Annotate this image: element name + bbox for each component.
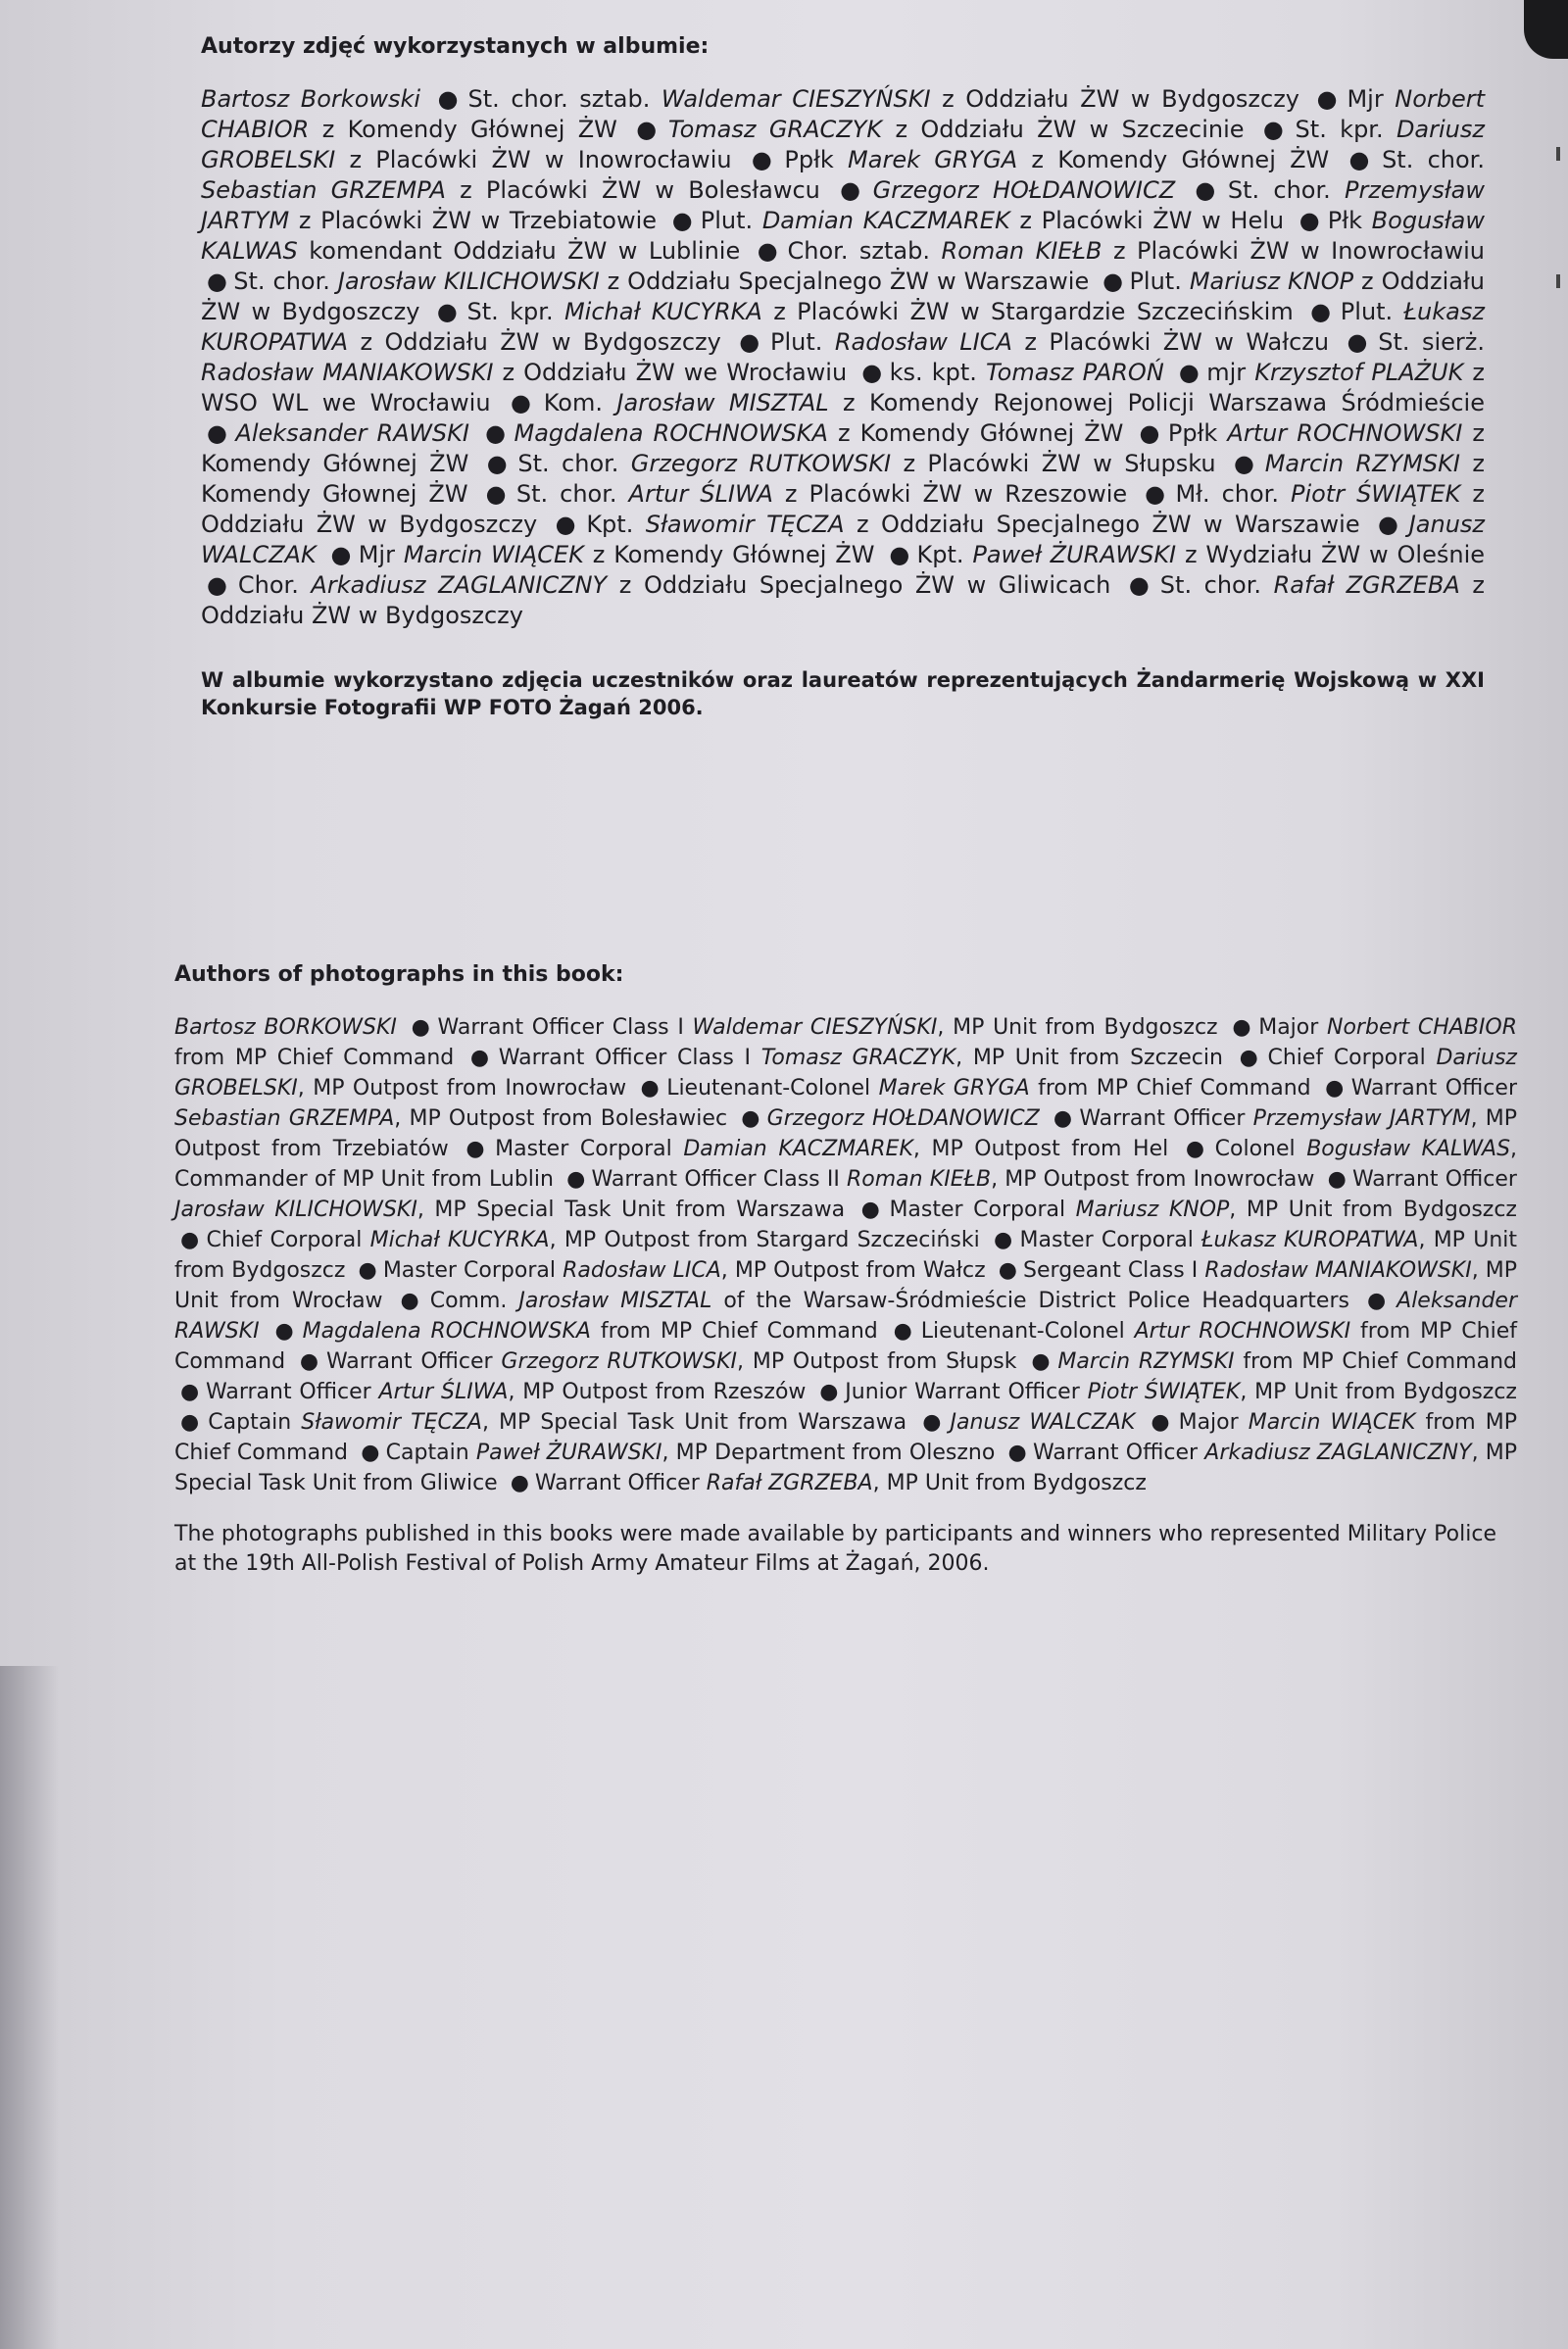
author-entry <box>535 1471 1147 1495</box>
author-rank: Ppłk <box>1167 419 1228 447</box>
bullet-separator: ● <box>1007 1441 1027 1465</box>
author-name: Sławomir TĘCZA <box>301 1410 482 1435</box>
bullet-separator: ● <box>411 1015 432 1040</box>
author-name: Bartosz Borkowski <box>201 85 421 113</box>
author-rank: Warrant Officer <box>534 1471 707 1495</box>
author-entry <box>586 511 1359 538</box>
author-name: Roman KIEŁB <box>941 237 1102 265</box>
author-rank: Junior Warrant Officer <box>845 1380 1088 1404</box>
author-name: Janusz WALCZAK <box>950 1410 1136 1435</box>
author-entry <box>238 571 1110 599</box>
author-unit: , MP Outpost from Słupsk <box>737 1349 1017 1374</box>
author-unit: , MP Unit from Bydgoszcz <box>1240 1380 1517 1404</box>
bullet-separator: ● <box>861 359 884 386</box>
bullet-separator: ● <box>1348 146 1377 173</box>
author-rank: Warrant Officer <box>206 1380 379 1404</box>
author-unit: z Komendy Głównej ŻW <box>827 419 1124 447</box>
author-name: Janusz WALCZAK <box>201 511 1486 568</box>
author-name: Norbert CHABIOR <box>201 85 1486 143</box>
author-rank: Colonel <box>1214 1137 1307 1161</box>
author-name: Radosław LICA <box>834 328 1012 356</box>
author-rank: St. chor. <box>233 268 338 295</box>
author-rank: Warrant Officer <box>325 1349 502 1374</box>
author-rank: Warrant Officer Class II <box>591 1167 847 1192</box>
author-name: Roman KIEŁB <box>847 1167 992 1192</box>
author-entry <box>206 1228 979 1252</box>
author-unit: z Placówki ŻW w Wałczu <box>1011 328 1330 356</box>
author-unit: , MP Special Task Unit from Warszawa <box>481 1410 907 1435</box>
english-author-list <box>174 1012 1517 1498</box>
author-entry <box>516 480 1127 508</box>
bullet-separator: ● <box>1325 1076 1346 1101</box>
bullet-separator: ● <box>1195 176 1222 204</box>
author-name: Jarosław KILICHOWSKI <box>337 268 600 295</box>
author-rank: Chief Corporal <box>206 1228 370 1252</box>
author-rank: Master Corporal <box>889 1198 1076 1222</box>
author-rank: Kpt. <box>916 541 973 568</box>
bullet-separator: ● <box>922 1410 945 1435</box>
author-rank: St. chor. <box>517 450 631 477</box>
author-unit: z Oddziału ŻW we Wrocławiu <box>493 359 848 386</box>
author-name: Marcin RZYMSKI <box>1264 450 1460 477</box>
author-unit: z Oddziału Specjalnego ŻW w Warszawie <box>599 268 1090 295</box>
english-heading: Authors of photographs in this book: <box>174 962 624 987</box>
author-entry <box>788 237 1486 265</box>
bullet-separator: ● <box>466 1137 490 1161</box>
bullet-separator: ● <box>893 1319 915 1344</box>
author-entry <box>233 268 1089 295</box>
bullet-separator: ● <box>1185 1137 1209 1161</box>
author-unit: z Komendy Głównej ŻW <box>583 541 875 568</box>
bullet-separator: ● <box>485 419 509 447</box>
edge-mark <box>1556 274 1560 288</box>
bullet-separator: ● <box>1232 1015 1253 1040</box>
author-name: Mariusz KNOP <box>1075 1198 1230 1222</box>
author-unit: , MP Outpost from Wałcz <box>720 1258 986 1283</box>
author-rank: Major <box>1258 1015 1328 1040</box>
bullet-separator: ● <box>207 268 228 295</box>
bullet-separator: ● <box>671 207 695 234</box>
author-unit: z Wydziału ŻW w Oleśnie <box>1176 541 1485 568</box>
author-rank: ks. kpt. <box>889 359 986 386</box>
author-rank: Master Corporal <box>1019 1228 1202 1252</box>
author-unit: , MP Outpost from Trzebiatów <box>174 1106 1517 1161</box>
edge-mark <box>1556 147 1560 161</box>
bullet-separator: ● <box>207 419 230 447</box>
bullet-separator: ● <box>566 1167 586 1192</box>
author-unit: z Placówki ŻW w Inowrocławiu <box>1102 237 1485 265</box>
author-name: Piotr ŚWIĄTEK <box>1290 480 1461 508</box>
author-rank: St. kpr. <box>1295 116 1396 143</box>
bullet-separator: ● <box>1139 419 1162 447</box>
author-rank: Master Corporal <box>495 1137 684 1161</box>
author-unit: , MP Special Task Unit from Gliwice <box>174 1441 1518 1495</box>
author-unit: , MP Special Task Unit from Warszawa <box>416 1198 846 1222</box>
author-unit: , MP Unit from Bydgoszcz <box>1229 1198 1517 1222</box>
author-entry <box>235 419 469 447</box>
author-name: Rafał ZGRZEBA <box>706 1471 873 1495</box>
author-name: Dariusz GROBELSKI <box>174 1046 1517 1101</box>
author-rank: mjr <box>1206 359 1255 386</box>
bullet-separator: ● <box>1366 1289 1392 1313</box>
bullet-separator: ● <box>1239 1046 1262 1070</box>
bullet-separator: ● <box>358 1258 377 1283</box>
author-rank: Ppłk <box>784 146 849 173</box>
author-rank: Master Corporal <box>382 1258 564 1283</box>
bullet-separator: ● <box>741 1106 761 1131</box>
author-unit: , MP Unit from Szczecin <box>956 1046 1223 1070</box>
author-name: Artur ŚLIWA <box>378 1380 509 1404</box>
author-entry <box>174 1015 397 1040</box>
bullet-separator: ● <box>1298 207 1322 234</box>
author-rank: Chor. <box>237 571 312 599</box>
author-unit: z Oddziału ŻW w Bydgoszczy <box>201 480 1485 538</box>
author-entry <box>386 1441 996 1465</box>
bullet-separator: ● <box>274 1319 297 1344</box>
author-unit: z Komendy Głównej ŻW <box>1017 146 1330 173</box>
book-corner <box>1524 0 1568 59</box>
author-entry <box>208 1410 906 1435</box>
author-name: Michał KUCYRKA <box>369 1228 550 1252</box>
author-rank: Warrant Officer Class I <box>498 1046 761 1070</box>
author-name: Marek GRYGA <box>848 146 1018 173</box>
author-entry <box>701 207 1284 234</box>
author-unit: z WSO WL we Wrocławiu <box>201 359 1485 416</box>
bullet-separator: ● <box>1102 268 1124 295</box>
bullet-separator: ● <box>1378 511 1403 538</box>
author-unit: , MP Outpost from Hel <box>912 1137 1169 1161</box>
bullet-separator: ● <box>1128 571 1154 599</box>
author-rank: Plut. <box>770 328 835 356</box>
author-rank: Lieutenant-Colonel <box>920 1319 1135 1344</box>
author-name: Waldemar CIESZYŃSKI <box>692 1015 938 1040</box>
author-rank: Captain <box>208 1410 302 1435</box>
author-entry <box>359 541 875 568</box>
author-name: Rafał ZGRZEBA <box>1273 571 1460 599</box>
author-name: Sebastian GRZEMPA <box>201 176 446 204</box>
author-unit: , MP Outpost from Inowrocław <box>991 1167 1315 1192</box>
author-unit: , MP Outpost from Rzeszów <box>508 1380 807 1404</box>
author-unit: z Placówki ŻW w Stargardzie Szczecińskim <box>761 298 1294 325</box>
author-entry <box>468 85 1299 113</box>
author-unit: , MP Unit from Bydgoszcz <box>872 1471 1147 1495</box>
author-name: Tomasz PAROŃ <box>985 359 1164 386</box>
bullet-separator: ● <box>510 1471 529 1495</box>
author-name: Sławomir TĘCZA <box>645 511 845 538</box>
bullet-separator: ● <box>1316 85 1342 113</box>
author-rank: Warrant Officer Class I <box>437 1015 693 1040</box>
author-rank: Plut. <box>700 207 762 234</box>
author-name: Radosław MANIAKOWSKI <box>1204 1258 1472 1283</box>
author-unit: z Oddziału Specjalnego ŻW w Gliwicach <box>607 571 1111 599</box>
bullet-separator: ● <box>1031 1349 1053 1374</box>
author-rank: Warrant Officer <box>1079 1106 1253 1131</box>
author-entry <box>499 1046 1223 1070</box>
author-entry <box>873 176 1176 204</box>
author-name: Jarosław KILICHOWSKI <box>174 1198 417 1222</box>
bullet-separator: ● <box>400 1289 424 1313</box>
bullet-separator: ● <box>636 116 662 143</box>
author-name: Grzegorz RUTKOWSKI <box>501 1349 738 1374</box>
author-unit: z Komendy Rejonowej Policji Warszawa Śródmieście <box>828 389 1485 416</box>
author-entry <box>592 1167 1315 1192</box>
author-entry <box>666 1076 1310 1101</box>
author-unit: z Komendy Głownej ŻW <box>201 450 1485 508</box>
author-entry <box>770 328 1329 356</box>
author-rank: Kpt. <box>586 511 646 538</box>
author-entry <box>495 1137 1168 1161</box>
author-name: Tomasz GRACZYK <box>760 1046 956 1070</box>
author-name: Magdalena ROCHNOWSKA <box>514 419 828 447</box>
bullet-separator: ● <box>180 1380 201 1404</box>
author-entry <box>326 1349 1017 1374</box>
author-name: Artur ROCHNOWSKI <box>1227 419 1463 447</box>
bullet-separator: ● <box>361 1441 380 1465</box>
author-entry <box>767 1106 1040 1131</box>
author-name: Łukasz KUROPATWA <box>201 298 1485 356</box>
author-entry <box>668 116 1245 143</box>
author-name: Marcin RZYMSKI <box>1057 1349 1235 1374</box>
author-rank: Chor. sztab. <box>787 237 942 265</box>
author-name: Paweł ŻURAWSKI <box>475 1441 662 1465</box>
author-unit: z Placówki ŻW w Helu <box>1009 207 1285 234</box>
author-rank: Sergeant Class I <box>1023 1258 1205 1283</box>
author-name: Przemysław JARTYM <box>201 176 1485 234</box>
polish-section <box>201 34 1485 721</box>
faint-show-through <box>608 813 1294 902</box>
author-unit: , Commander of MP Unit from Lublin <box>174 1137 1518 1192</box>
bullet-separator: ● <box>860 1198 884 1222</box>
author-name: Aleksander RAWSKI <box>174 1289 1518 1344</box>
author-rank: Lieutenant-Colonel <box>666 1076 879 1101</box>
author-entry <box>845 1380 1517 1404</box>
bullet-separator: ● <box>180 1410 203 1435</box>
author-unit: z Oddziału ŻW w Bydgoszczy <box>348 328 721 356</box>
author-rank: Plut. <box>1340 298 1404 325</box>
bullet-separator: ● <box>436 298 462 325</box>
english-note: The photographs published in this books were made available by participants and winners who represented Military Police at the 19th All-Polish Festival of Polish Army Amateur Films at Żagań, 2006. <box>174 1522 1496 1576</box>
author-name: Michał KUCYRKA <box>564 298 762 325</box>
author-name: Jarosław MISZTAL <box>518 1289 712 1313</box>
author-rank: Mjr <box>1347 85 1396 113</box>
author-rank: Kom. <box>543 389 617 416</box>
bullet-separator: ● <box>1310 298 1335 325</box>
author-name: Artur ŚLIWA <box>628 480 773 508</box>
bullet-separator: ● <box>1262 116 1290 143</box>
author-entry <box>303 1319 878 1344</box>
polish-author-list <box>201 84 1485 631</box>
bullet-separator: ● <box>485 480 511 508</box>
author-name: Grzegorz HOŁDANOWICZ <box>872 176 1176 204</box>
author-name: Bartosz BORKOWSKI <box>174 1015 397 1040</box>
author-unit: z Komendy Głównej ŻW <box>309 116 617 143</box>
author-entry <box>784 146 1329 173</box>
bullet-separator: ● <box>998 1258 1018 1283</box>
bullet-separator: ● <box>1145 480 1170 508</box>
bullet-separator: ● <box>751 146 779 173</box>
bullet-separator: ● <box>757 237 782 265</box>
author-name: Krzysztof PLAŻUK <box>1254 359 1464 386</box>
author-name: Grzegorz RUTKOWSKI <box>630 450 892 477</box>
author-entry <box>917 541 1486 568</box>
author-rank: Plut. <box>1129 268 1190 295</box>
bullet-separator: ● <box>1178 359 1201 386</box>
author-unit: z Oddziału Specjalnego ŻW w Warszawie <box>844 511 1360 538</box>
author-unit: , MP Outpost from Stargard Szczeciński <box>549 1228 980 1252</box>
author-entry <box>1057 1349 1517 1374</box>
author-unit: from MP Chief Command <box>1234 1349 1517 1374</box>
author-entry <box>889 1198 1517 1222</box>
author-name: Waldemar CIESZYŃSKI <box>661 85 931 113</box>
author-name: Arkadiusz ZAGLANICZNY <box>1204 1441 1472 1465</box>
author-unit: , MP Outpost from Bolesławiec <box>394 1106 728 1131</box>
author-unit: from MP Chief Command <box>174 1319 1517 1374</box>
author-name: Łukasz KUROPATWA <box>1201 1228 1419 1252</box>
bullet-separator: ● <box>889 541 911 568</box>
author-unit: z Oddziału ŻW w Bydgoszczy <box>930 85 1299 113</box>
author-rank: St. kpr. <box>466 298 564 325</box>
author-rank: St. chor. sztab. <box>467 85 662 113</box>
author-rank: St. chor. <box>1227 176 1345 204</box>
polish-heading: Autorzy zdjęć wykorzystanych w albumie: <box>201 34 710 59</box>
bullet-separator: ● <box>1053 1106 1074 1131</box>
author-entry <box>890 359 1164 386</box>
bullet-separator: ● <box>1234 450 1259 477</box>
author-rank: St. chor. <box>515 480 629 508</box>
author-entry <box>206 1380 806 1404</box>
author-unit: komendant Oddziału ŻW w Lublinie <box>297 237 741 265</box>
author-name: Marcin WIĄCEK <box>403 541 584 568</box>
author-unit: , MP Department from Oleszno <box>662 1441 996 1465</box>
author-entry <box>383 1258 986 1283</box>
author-name: Marcin WIĄCEK <box>1248 1410 1416 1435</box>
author-entry <box>544 389 1485 416</box>
author-unit: , MP Unit from Bydgoszcz <box>174 1228 1518 1283</box>
author-name: Paweł ŻURAWSKI <box>972 541 1177 568</box>
author-rank: St. chor. <box>1382 146 1485 173</box>
author-entry <box>438 1015 1218 1040</box>
author-rank: Chief Corporal <box>1267 1046 1437 1070</box>
author-entry <box>467 298 1294 325</box>
english-section <box>174 962 1517 1579</box>
author-name: Bogusław KALWAS <box>201 207 1485 265</box>
author-rank: Major <box>1178 1410 1249 1435</box>
author-name: Jarosław MISZTAL <box>616 389 829 416</box>
author-entry <box>950 1410 1135 1435</box>
author-rank: Płk <box>1327 207 1372 234</box>
author-unit: z Placówki ŻW w Słupsku <box>891 450 1216 477</box>
author-unit: z Komendy Głównej ŻW <box>201 419 1485 477</box>
bullet-separator: ● <box>840 176 867 204</box>
author-name: Tomasz GRACZYK <box>667 116 883 143</box>
author-name: Radosław LICA <box>563 1258 721 1283</box>
author-name: Radosław MANIAKOWSKI <box>201 359 494 386</box>
author-unit: from MP Chief Command <box>174 1046 455 1070</box>
bullet-separator: ● <box>739 328 764 356</box>
bullet-separator: ● <box>555 511 581 538</box>
author-rank: Warrant Officer <box>1351 1167 1517 1192</box>
author-unit: z Placówki ŻW w Bolesławcu <box>445 176 820 204</box>
bullet-separator: ● <box>180 1228 201 1252</box>
bullet-separator: ● <box>330 541 353 568</box>
author-rank: Captain <box>385 1441 476 1465</box>
author-name: Bogusław KALWAS <box>1306 1137 1511 1161</box>
bullet-separator: ● <box>1327 1167 1347 1192</box>
author-rank: Mł. chor. <box>1175 480 1291 508</box>
author-name: Damian KACZMAREK <box>761 207 1010 234</box>
bullet-separator: ● <box>1151 1410 1173 1435</box>
author-unit: z Placówki ŻW w Rzeszowie <box>772 480 1128 508</box>
author-entry <box>430 1289 1349 1313</box>
bullet-separator: ● <box>207 571 232 599</box>
author-unit: , MP Unit from Wrocław <box>174 1258 1518 1313</box>
author-name: Damian KACZMAREK <box>683 1137 913 1161</box>
author-name: Arkadiusz ZAGLANICZNY <box>311 571 608 599</box>
polish-note: W albumie wykorzystano zdjęcia uczestników oraz laureatów reprezentujących Żandarmerię Wojskową w XXI Konkursie Fotografii WP FOTO Żagań 2006. <box>201 668 1485 719</box>
author-name: Artur ROCHNOWSKI <box>1134 1319 1351 1344</box>
bullet-separator: ● <box>469 1046 493 1070</box>
author-name: Norbert CHABIOR <box>1327 1015 1517 1040</box>
author-rank: Warrant Officer <box>1350 1076 1517 1101</box>
author-unit: z Oddziału ŻW w Bydgoszczy <box>201 268 1485 325</box>
author-entry <box>514 419 1124 447</box>
author-unit: z Placówki ŻW w Trzebiatowie <box>289 207 658 234</box>
author-rank: St. sierż. <box>1378 328 1486 356</box>
page-shadow <box>0 1666 59 2349</box>
author-unit: from MP Chief Command <box>590 1319 878 1344</box>
author-unit: , MP Outpost from Inowrocław <box>297 1076 627 1101</box>
author-unit: from MP Chief Command <box>174 1410 1517 1465</box>
author-name: Aleksander RAWSKI <box>235 419 469 447</box>
author-name: Przemysław JARTYM <box>1252 1106 1471 1131</box>
author-unit: z Placówki ŻW w Inowrocławiu <box>335 146 732 173</box>
bullet-separator: ● <box>640 1076 662 1101</box>
author-rank: Warrant Officer <box>1032 1441 1205 1465</box>
bullet-separator: ● <box>510 389 538 416</box>
author-entry <box>517 450 1215 477</box>
author-name: Marek GRYGA <box>878 1076 1030 1101</box>
bullet-separator: ● <box>1347 328 1373 356</box>
author-name: Piotr ŚWIĄTEK <box>1087 1380 1241 1404</box>
bullet-separator: ● <box>299 1349 320 1374</box>
bullet-separator: ● <box>486 450 513 477</box>
author-rank: Comm. <box>429 1289 519 1313</box>
author-unit: from MP Chief Command <box>1029 1076 1311 1101</box>
author-entry <box>201 85 420 113</box>
bullet-separator: ● <box>437 85 463 113</box>
bullet-separator: ● <box>994 1228 1014 1252</box>
author-name: Grzegorz HOŁDANOWICZ <box>766 1106 1040 1131</box>
author-name: Sebastian GRZEMPA <box>174 1106 395 1131</box>
author-name: Dariusz GROBELSKI <box>201 116 1485 173</box>
author-name: Mariusz KNOP <box>1189 268 1354 295</box>
author-unit: of the Warsaw-Śródmieście District Police Headquarters <box>711 1289 1349 1313</box>
author-rank: Mjr <box>358 541 404 568</box>
author-unit: , MP Unit from Bydgoszcz <box>937 1015 1218 1040</box>
author-unit: z Oddziału ŻW w Bydgoszczy <box>201 571 1485 629</box>
author-rank: St. chor. <box>1159 571 1274 599</box>
author-name: Magdalena ROCHNOWSKA <box>302 1319 591 1344</box>
author-unit: z Oddziału ŻW w Szczecinie <box>882 116 1245 143</box>
bullet-separator: ● <box>819 1380 840 1404</box>
